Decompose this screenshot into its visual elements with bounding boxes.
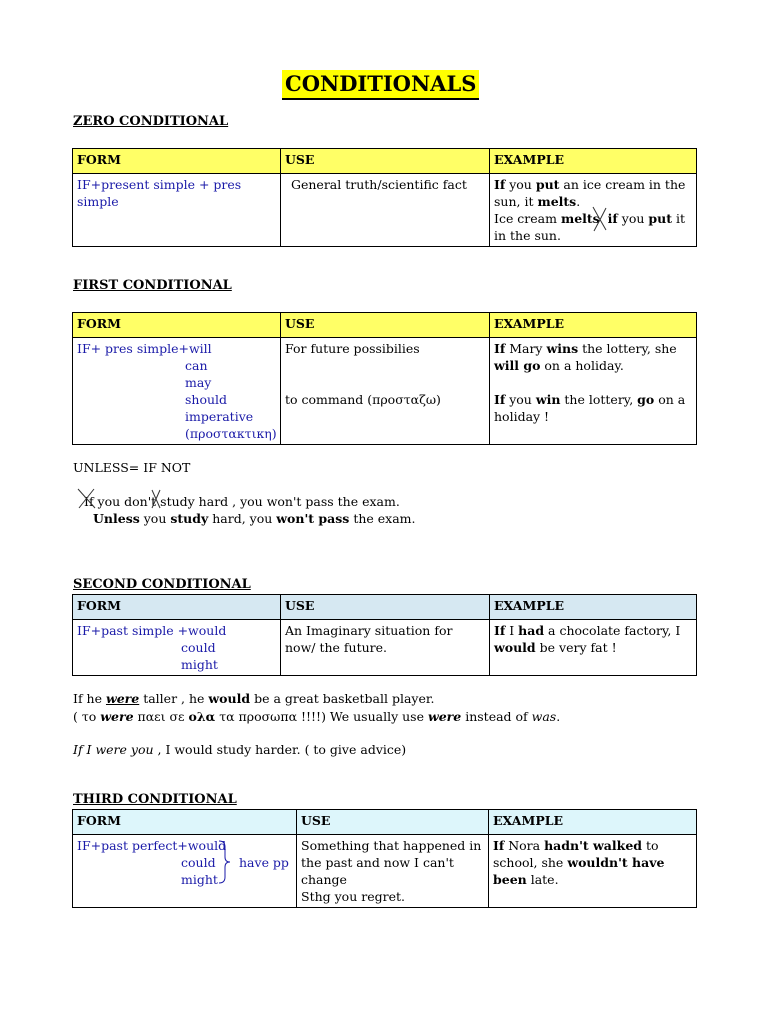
cross-mark-icon xyxy=(76,486,98,512)
use-cell: An Imaginary situation for now/ the future. xyxy=(281,620,490,676)
example-header: EXAMPLE xyxy=(490,313,697,338)
table-header-row xyxy=(73,595,697,620)
example-header: EXAMPLE xyxy=(490,149,697,174)
example-header: EXAMPLE xyxy=(490,595,697,620)
form-header: FORM xyxy=(73,313,281,338)
crossed-sentence: If you don't study hard , you won't pass the exam. xyxy=(84,494,400,509)
example-sentence-2: Ice cream melts if you put it in the sun. xyxy=(494,211,686,243)
use-header: USE xyxy=(281,149,490,174)
example-sentence-1: If you put an ice cream in the sun, it melts. xyxy=(494,177,686,209)
table-row xyxy=(73,338,697,445)
brace-icon xyxy=(217,839,235,885)
were-note-1: If he were taller , he would be a great basketball player. xyxy=(73,691,435,706)
form-cell: IF+ pres simple+will can may should imperative (προστακτικη) xyxy=(73,338,281,445)
have-pp-label: have pp xyxy=(239,855,289,870)
zero-conditional-heading: ZERO CONDITIONAL xyxy=(73,114,229,129)
table-header-row xyxy=(73,810,697,835)
first-conditional-table xyxy=(72,312,697,445)
table-row xyxy=(73,835,697,908)
cross-mark-icon xyxy=(150,488,162,510)
use-cell: General truth/scientific fact xyxy=(281,174,490,247)
example-header: EXAMPLE xyxy=(489,810,697,835)
cross-mark-icon xyxy=(590,204,610,234)
use-cell: For future possibilies to command (προσταζω) xyxy=(281,338,490,445)
example-cell: If Nora hadn't walked to school, she wouldn't have been late. xyxy=(489,835,697,908)
use-header: USE xyxy=(281,595,490,620)
page-title: CONDITIONALS xyxy=(282,70,479,100)
example-sentence-2: If you win the lottery, go on a holiday ! xyxy=(494,392,686,424)
third-conditional-heading: THIRD CONDITIONAL xyxy=(73,792,237,807)
example-cell: If I had a chocolate factory, I would be very fat ! xyxy=(490,620,697,676)
table-header-row xyxy=(73,313,697,338)
table-header-row xyxy=(73,149,697,174)
second-conditional-heading: SECOND CONDITIONAL xyxy=(73,577,251,592)
table-row xyxy=(73,620,697,676)
unless-rule: UNLESS= IF NOT xyxy=(73,460,191,475)
form-header: FORM xyxy=(73,595,281,620)
first-conditional-heading: FIRST CONDITIONAL xyxy=(73,278,232,293)
unless-sentence: Unless you study hard, you won't pass the exam. xyxy=(93,511,416,526)
example-cell xyxy=(490,338,697,445)
form-cell: IF+present simple + pres simple xyxy=(73,174,281,247)
were-note-2: ( το were παει σε ολα τα προσωπα !!!!) We usually use were instead of was. xyxy=(73,709,561,724)
form-cell: IF+past perfect+would could might have pp xyxy=(73,835,297,908)
second-conditional-table xyxy=(72,594,697,676)
example-sentence-1: If Mary wins the lottery, she will go on a holiday. xyxy=(494,341,677,373)
advice-note: If I were you , I would study harder. ( to give advice) xyxy=(73,742,407,757)
third-conditional-table xyxy=(72,809,697,908)
form-cell: IF+past simple +would could might xyxy=(73,620,281,676)
form-header: FORM xyxy=(73,810,297,835)
use-cell: Something that happened in the past and now I can't change Sthg you regret. xyxy=(297,835,489,908)
use-header: USE xyxy=(281,313,490,338)
form-header: FORM xyxy=(73,149,281,174)
use-header: USE xyxy=(297,810,489,835)
